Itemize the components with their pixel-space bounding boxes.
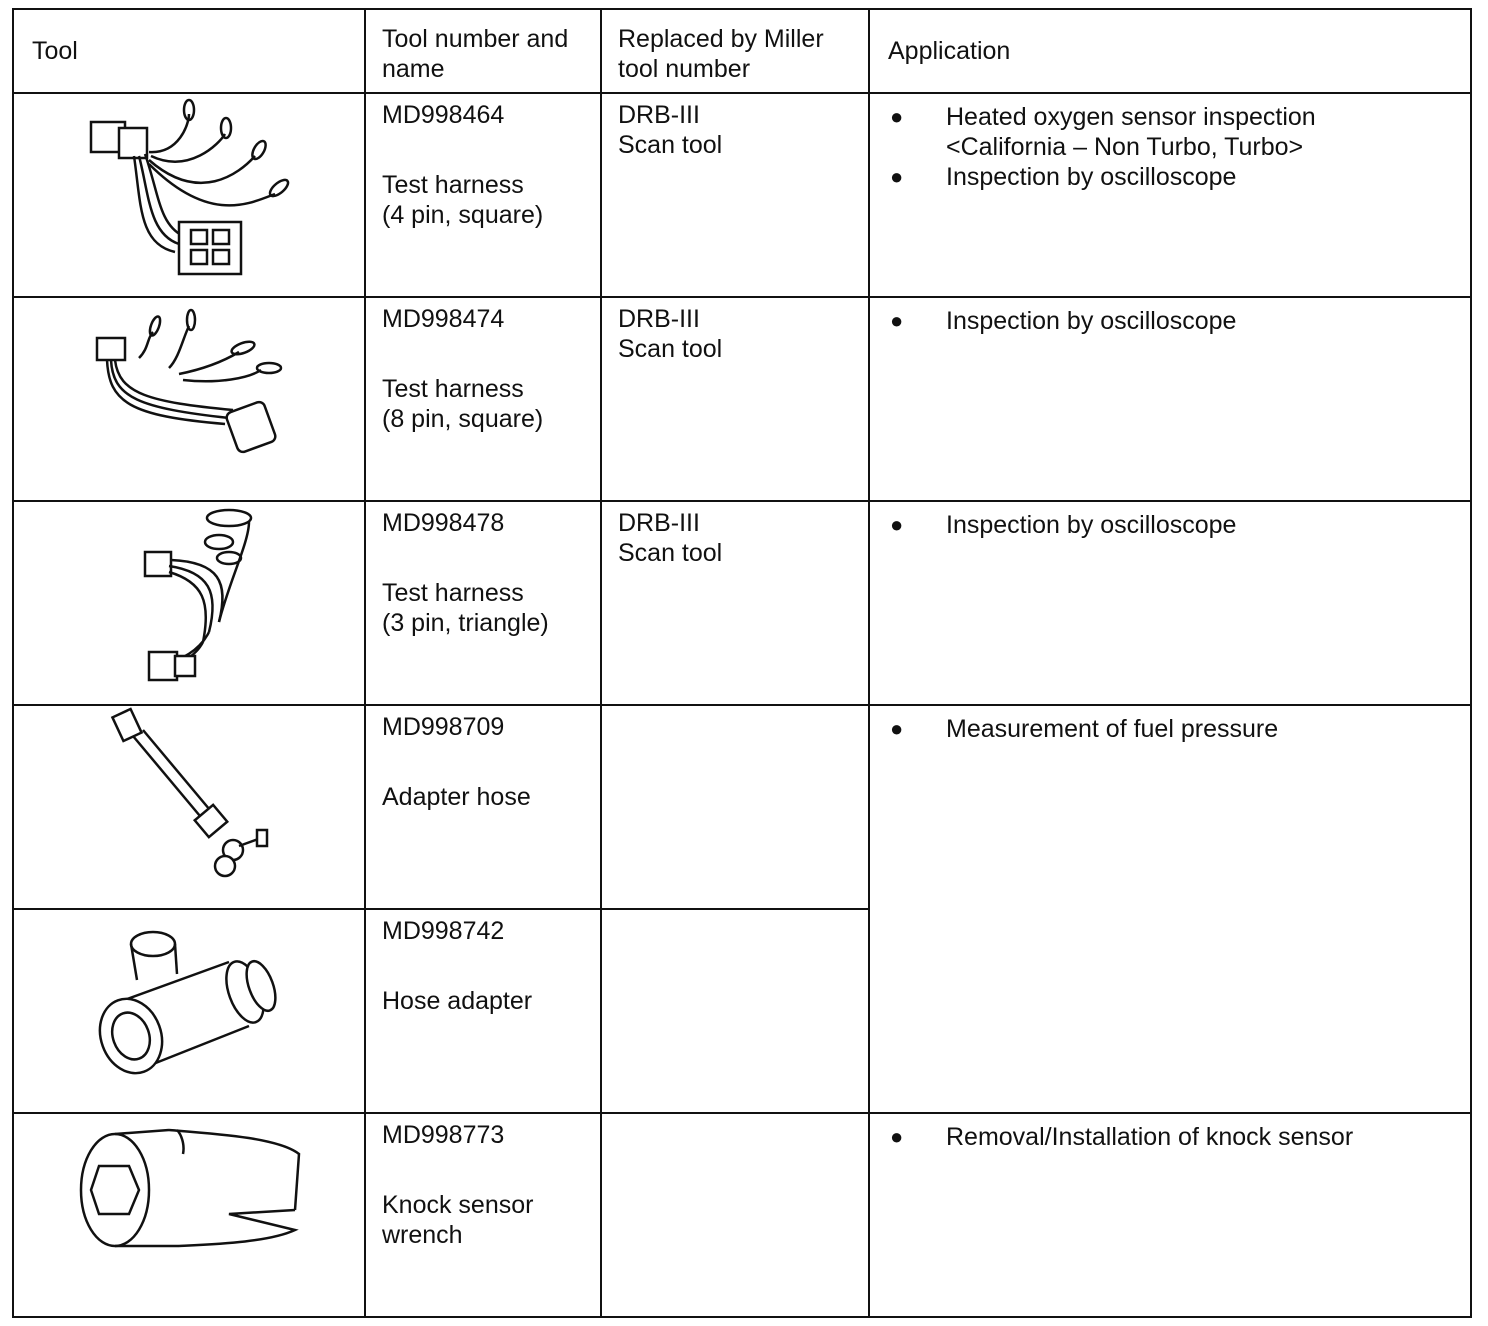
application-cell bbox=[869, 297, 1471, 501]
adapter-hose-icon bbox=[89, 706, 289, 886]
application-cell bbox=[869, 1113, 1471, 1317]
tool-name: Hose adapter bbox=[382, 987, 533, 1015]
application-cell bbox=[869, 705, 1471, 1113]
hose-adapter-icon bbox=[89, 910, 289, 1090]
table-row bbox=[13, 1113, 1471, 1317]
header-miller-number: Replaced by Miller tool number bbox=[601, 9, 869, 93]
header-row bbox=[13, 9, 1471, 93]
tool-image-cell bbox=[13, 909, 365, 1113]
tool-name: Test harness (3 pin, triangle) bbox=[382, 579, 549, 637]
table-row bbox=[13, 705, 1471, 909]
tool-name: Knock sensor wrench bbox=[382, 1191, 534, 1249]
tool-number-name-cell bbox=[365, 501, 601, 705]
tool-number-name-cell bbox=[365, 909, 601, 1113]
tool-number: MD998478 bbox=[382, 509, 505, 537]
tool-number-name-cell bbox=[365, 705, 601, 909]
test-harness-4pin-icon bbox=[79, 94, 299, 284]
header-tool: Tool bbox=[13, 9, 365, 93]
bullet-icon: ● bbox=[890, 1124, 904, 1149]
application-item: ● Inspection by oscilloscope bbox=[890, 163, 1237, 191]
special-tools-table bbox=[12, 8, 1472, 1318]
application-item: ● Measurement of fuel pressure bbox=[890, 715, 1279, 743]
tool-image-cell bbox=[13, 93, 365, 297]
knock-sensor-wrench-icon bbox=[69, 1114, 309, 1264]
tool-image-cell bbox=[13, 297, 365, 501]
tool-number: MD998742 bbox=[382, 917, 505, 945]
bullet-icon: ● bbox=[890, 308, 904, 333]
tool-number-name-cell bbox=[365, 93, 601, 297]
application-cell bbox=[869, 501, 1471, 705]
tool-name: Test harness (4 pin, square) bbox=[382, 171, 544, 229]
miller-number-cell bbox=[601, 909, 869, 1113]
miller-number-cell bbox=[601, 1113, 869, 1317]
tool-number-name-cell bbox=[365, 297, 601, 501]
tool-number: MD998474 bbox=[382, 305, 505, 333]
application-item: ● Heated oxygen sensor inspection <California – Non Turbo, Turbo> bbox=[890, 103, 1316, 161]
tool-name: Adapter hose bbox=[382, 783, 531, 811]
tool-name: Test harness (8 pin, square) bbox=[382, 375, 544, 433]
tool-number: MD998773 bbox=[382, 1121, 505, 1149]
bullet-icon: ● bbox=[890, 716, 904, 741]
tool-number: MD998709 bbox=[382, 713, 505, 741]
application-cell bbox=[869, 93, 1471, 297]
header-application: Application bbox=[869, 9, 1471, 93]
test-harness-3pin-icon bbox=[99, 502, 279, 692]
table-row bbox=[13, 297, 1471, 501]
miller-number-cell: DRB-III Scan tool bbox=[601, 297, 869, 501]
tool-image-cell bbox=[13, 705, 365, 909]
tool-number: MD998464 bbox=[382, 101, 505, 129]
application-item: ● Inspection by oscilloscope bbox=[890, 307, 1237, 335]
test-harness-8pin-icon bbox=[79, 298, 299, 468]
tool-number-name-cell bbox=[365, 1113, 601, 1317]
tool-image-cell bbox=[13, 501, 365, 705]
miller-number-cell: DRB-III Scan tool bbox=[601, 93, 869, 297]
header-tool-number-name: Tool number and name bbox=[365, 9, 601, 93]
application-item: ● Removal/Installation of knock sensor bbox=[890, 1123, 1354, 1151]
bullet-icon: ● bbox=[890, 164, 904, 189]
bullet-icon: ● bbox=[890, 104, 904, 129]
bullet-icon: ● bbox=[890, 512, 904, 537]
miller-number-cell: DRB-III Scan tool bbox=[601, 501, 869, 705]
table-row bbox=[13, 93, 1471, 297]
table-row bbox=[13, 501, 1471, 705]
tool-image-cell bbox=[13, 1113, 365, 1317]
miller-number-cell bbox=[601, 705, 869, 909]
application-item: ● Inspection by oscilloscope bbox=[890, 511, 1237, 539]
